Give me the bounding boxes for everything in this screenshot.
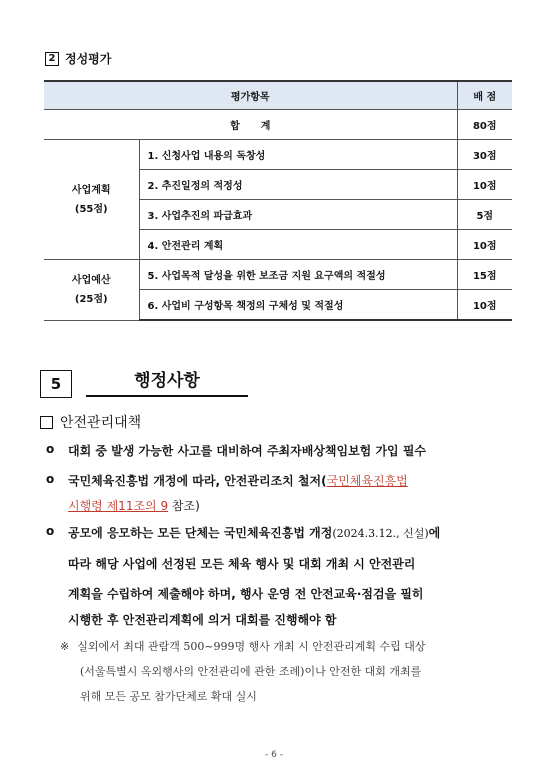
section-2-heading [45, 50, 111, 67]
subsection-title: 안전관리대책 [60, 415, 142, 431]
bullet-continuation: 따라 해당 사업에 선정된 모든 체육 행사 및 대회 개최 시 안전관리 [68, 557, 416, 571]
note-text: 실외에서 최대 관람객 500~999명 행사 개최 시 안전관리계획 수립 대상 [77, 640, 426, 653]
section-5-title: 행정사항 [86, 367, 248, 397]
note-line: 위해 모든 공모 참가단체로 확대 실시 [80, 690, 257, 703]
amendment-date: (2024.3.12., 신설) [332, 527, 429, 540]
category-cell [44, 140, 139, 260]
table-total-row [44, 110, 512, 140]
table-header-row [44, 81, 512, 110]
reference-tail: 참조) [168, 499, 200, 513]
score-cell: 10점 [457, 170, 512, 200]
category-points: (55점) [74, 203, 108, 215]
note-marker: ※ [60, 640, 70, 653]
category-points: (25점) [74, 293, 108, 305]
bullet-text [68, 472, 408, 489]
bullet-text-end: 에 [428, 526, 441, 540]
subsection-heading [40, 412, 141, 432]
item-cell: 6. 사업비 구성항목 책정의 구체성 및 적절성 [139, 290, 457, 321]
item-cell: 5. 사업목적 달성을 위한 보조금 지원 요구액의 적절성 [139, 260, 457, 290]
total-score: 80점 [457, 110, 512, 140]
square-bullet-icon [40, 416, 53, 429]
bullet-text [68, 524, 440, 541]
page-number: - 6 - [265, 750, 283, 760]
table-row [44, 260, 512, 290]
table-row [44, 140, 512, 170]
bullet-item [46, 472, 408, 489]
category-name: 사업예산 [71, 274, 111, 286]
item-cell: 1. 신청사업 내용의 독창성 [139, 140, 457, 170]
section-number-box: 2 [45, 52, 59, 66]
item-cell: 4. 안전관리 계획 [139, 230, 457, 260]
score-cell: 5점 [457, 200, 512, 230]
note-line [60, 638, 426, 654]
item-cell: 3. 사업추진의 파급효과 [139, 200, 457, 230]
bullet-continuation: 시행한 후 안전관리계획에 의거 대회를 진행해야 함 [68, 613, 337, 627]
bullet-text-main: 국민체육진흥법 개정에 따라, 안전관리조치 철저( [68, 474, 327, 488]
header-score: 배 점 [457, 81, 512, 110]
bullet-item [46, 442, 426, 459]
bullet-text: 대회 중 발생 가능한 사고를 대비하여 주최자배상책임보험 가입 필수 [68, 444, 427, 458]
score-cell: 10점 [457, 290, 512, 321]
decree-link[interactable]: 시행령 제11조의 9 [68, 499, 169, 513]
score-cell: 30점 [457, 140, 512, 170]
bullet-marker: o [46, 442, 55, 456]
law-link[interactable]: 국민체육진흥법 [326, 474, 408, 488]
bullet-marker: o [46, 524, 55, 538]
category-cell [44, 260, 139, 321]
header-item: 평가항목 [44, 81, 457, 110]
bullet-continuation [68, 497, 200, 514]
bullet-continuation: 계획을 수립하여 제출해야 하며, 행사 운영 전 안전교육·점검을 필히 [68, 587, 424, 601]
score-cell: 15점 [457, 260, 512, 290]
category-name: 사업계획 [71, 184, 111, 196]
section-5-number-box: 5 [40, 370, 72, 398]
item-cell: 2. 추진일정의 적정성 [139, 170, 457, 200]
bullet-marker: o [46, 472, 55, 486]
total-label: 합 계 [44, 110, 457, 140]
bullet-item [46, 524, 440, 541]
score-cell: 10점 [457, 230, 512, 260]
bullet-text-main: 공모에 응모하는 모든 단체는 국민체육진흥법 개정 [68, 526, 333, 540]
evaluation-table [44, 80, 512, 321]
section-title: 정성평가 [65, 52, 112, 66]
note-line: (서울특별시 옥외행사의 안전관리에 관한 조례)이나 안전한 대회 개최를 [80, 665, 422, 678]
